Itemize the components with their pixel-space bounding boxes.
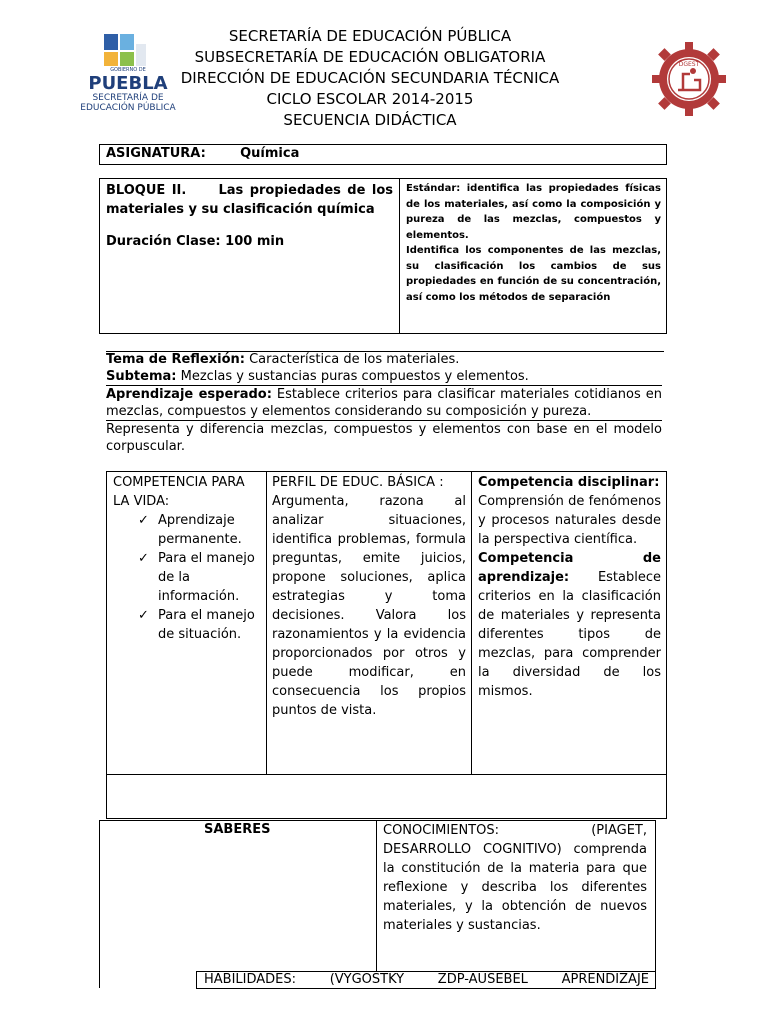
vida-item: [138, 549, 260, 606]
header-line: SECRETARÍA DE EDUCACIÓN PÚBLICA: [228, 27, 512, 45]
vida-item-label: Aprendizaje permanente.: [158, 513, 242, 547]
subtema-label: Subtema:: [106, 369, 177, 384]
estandar-text: Estándar: identifica las propiedades físicas de los materiales, así como la composición y pureza de las mezclas, compuestos y elementos.: [406, 183, 661, 241]
header-line: CICLO ESCOLAR 2014-2015: [266, 90, 474, 108]
vida-item-label: Para el manejo de situación.: [158, 608, 255, 642]
tema-section: [106, 351, 662, 455]
logo-gobierno-text: GOBIERNO DE: [110, 67, 146, 73]
tema-reflexion: [106, 351, 662, 368]
competencia-aprendizaje-text: Establece criterios en la clasificación de materiales y representa diferentes tipos de mezclas, para comprender la diversidad de los mismos.: [478, 570, 661, 699]
checkmark-icon: ✓: [138, 608, 149, 623]
tema-reflexion-label: Tema de Reflexión:: [106, 352, 245, 367]
checkmark-icon: ✓: [138, 513, 149, 528]
logo-sub2-text: EDUCACIÓN PÚBLICA: [80, 103, 176, 113]
competencia-vida-title: COMPETENCIA PARA LA VIDA:: [113, 475, 245, 509]
aprendizaje-value: Establece criterios para clasificar materiales cotidianos en mezclas, compuestos y elementos considerando su composición y pureza.: [106, 387, 662, 419]
identifica-text: Identifica los componentes de las mezclas, su clasificación los cambios de sus propiedades en función de su concentración, así como los métodos de separación: [406, 245, 661, 303]
header-line: SECUENCIA DIDÁCTICA: [283, 111, 457, 129]
perfil-text: Argumenta, razona al analizar situaciones, identifica problemas, formula preguntas, emite juicios, propone soluciones, aplica estrategias y toma decisiones. Valora los razonamientos y la evidencia proporcionados por otros y puede modificar, en consecuencia los propios puntos de vista.: [272, 494, 466, 718]
vida-item: [138, 511, 260, 549]
competencias-table: [106, 471, 667, 819]
bloque-title: BLOQUE II. Las propiedades de los materiales y su clasificación química: [106, 183, 398, 217]
subtema: [106, 368, 662, 385]
checkmark-icon: ✓: [138, 551, 149, 566]
asignatura-row: [99, 144, 667, 165]
saberes-title: SABERES: [204, 822, 271, 837]
disciplinar-title: Competencia disciplinar:: [478, 475, 660, 490]
dgest-gear-logo: [650, 40, 728, 118]
vida-item: [138, 606, 260, 644]
asignatura-label: ASIGNATURA:: [106, 146, 206, 161]
tema-reflexion-value: Característica de los materiales.: [249, 352, 460, 367]
logo-sub1-text: SECRETARÍA DE: [92, 93, 164, 103]
asignatura-value: Química: [240, 146, 300, 161]
habilidades-text: HABILIDADES: (VYGOSTKY ZDP-AUSEBEL APRENDIZAJE: [204, 972, 649, 987]
saberes-table: [99, 820, 656, 988]
disciplinar-text: Comprensión de fenómenos y procesos naturales desde la perspectiva científica.: [478, 494, 661, 547]
header-line: DIRECCIÓN DE EDUCACIÓN SECUNDARIA TÉCNICA: [180, 69, 560, 87]
conocimientos-text: CONOCIMIENTOS: (PIAGET, DESARROLLO COGNITIVO) comprenda la constitución de la materia para que reflexione y describa los diferentes materiales, y la obtención de nuevos materiales y sustancias.: [383, 823, 647, 933]
logo-state-text: PUEBLA: [88, 73, 168, 94]
perfil-title: PERFIL DE EDUC. BÁSICA :: [272, 475, 444, 490]
competencia-aprendizaje: [478, 549, 661, 701]
aprendizaje-esperado: [106, 385, 662, 421]
competencia-aprendizaje-title: Competencia de aprendizaje:: [478, 551, 661, 585]
bloque-table: [99, 178, 667, 334]
dgest-label: DGEST: [678, 61, 700, 68]
subtema-value: Mezclas y sustancias puras compuestos y elementos.: [180, 369, 529, 384]
vida-item-label: Para el manejo de la información.: [158, 551, 255, 604]
duracion-text: Duración Clase: 100 min: [106, 234, 285, 249]
representa-text: Representa y diferencia mezclas, compuestos y elementos con base en el modelo corpuscular.: [106, 422, 662, 454]
aprendizaje-label: Aprendizaje esperado:: [106, 387, 272, 402]
header-line: SUBSECRETARÍA DE EDUCACIÓN OBLIGATORIA: [194, 48, 546, 66]
